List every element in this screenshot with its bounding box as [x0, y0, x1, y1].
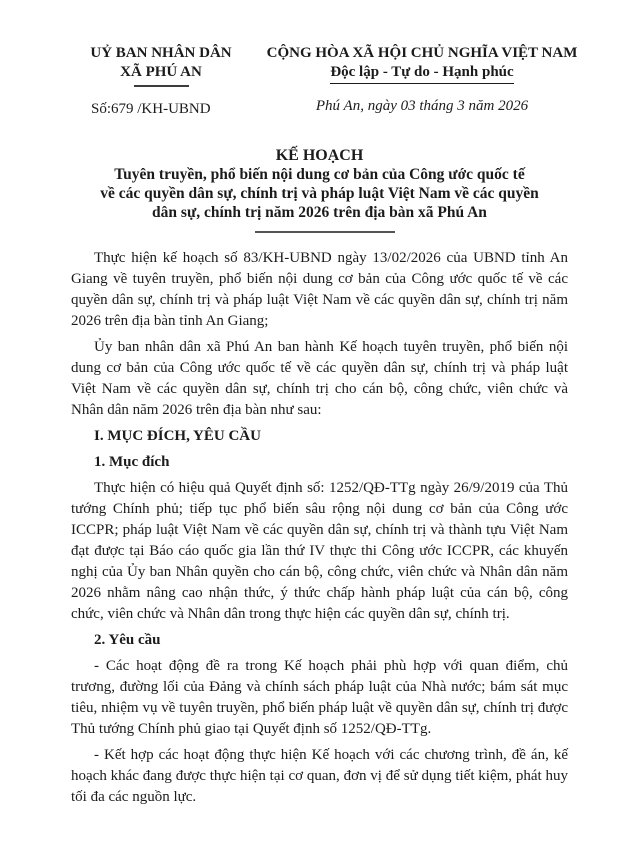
- document-content: [0, 146, 625, 808]
- paragraph-requirement-1: - Các hoạt động đề ra trong Kế hoạch phải phù hợp với quan điểm, chủ trương, đường lối của Đảng và chính sách pháp luật của Nhà nước; bám sát mục tiêu, nhiệm vụ về tuyên truyền, phổ biến pháp luật về quyền dân sự, chính trị được Thủ tướng Chính phủ giao tại Quyết định số 1252/QĐ-TTg.: [71, 658, 568, 737]
- paragraph-purpose: Thực hiện có hiệu quả Quyết định số: 1252/QĐ-TTg ngày 26/9/2019 của Thủ tướng Chính phủ; tiếp tục phổ biến sâu rộng nội dung cơ bản của Công ước ICCPR; pháp luật Việt Nam về các quyền dân sự, chính trị và thành tựu Việt Nam đạt được tại Báo cáo quốc gia lần thứ IV thực thi Công ước ICCPR, các khuyến nghị của Ủy ban Nhân quyền cho cán bộ, công chức, viên chức và Nhân dân năm 2026 nhằm nâng cao nhận thức, ý thức chấp hành pháp luật của cán bộ, công chức, viên chức và Nhân dân trong thực hiện các quyền dân sự, chính trị.: [71, 480, 568, 622]
- national-header-block: [266, 44, 578, 116]
- issuing-authority-block: [71, 44, 251, 119]
- document-header: [0, 0, 625, 120]
- national-motto-line2: Độc lập - Tự do - Hạnh phúc: [330, 63, 513, 84]
- paragraph-basis-1: Thực hiện kế hoạch số 83/KH-UBND ngày 13/02/2026 của UBND tỉnh An Giang về tuyên truyền, phổ biến nội dung cơ bản của Công ước quốc tế về các quyền dân sự, chính trị và pháp luật Việt Nam về các quyền dân sự, chính trị năm 2026 trên địa bàn tỉnh An Giang;: [71, 250, 568, 329]
- paragraph-basis-2: Ủy ban nhân dân xã Phú An ban hành Kế hoạch tuyên truyền, phổ biến nội dung cơ bản của Công ước quốc tế về các quyền dân sự, chính trị và pháp luật Việt Nam về các quyền dân sự, chính trị cho cán bộ, công chức, viên chức và Nhân dân năm 2026 trên địa bàn như sau:: [71, 339, 568, 418]
- document-title-line2: về các quyền dân sự, chính trị và pháp luật Việt Nam về các quyền: [100, 185, 539, 202]
- subsection-heading-1: 1. Mục đích: [94, 454, 170, 470]
- document-body: [71, 248, 568, 808]
- issuing-authority-line1: UỶ BAN NHÂN DÂN: [90, 45, 232, 61]
- document-title-line1: Tuyên truyền, phổ biến nội dung cơ bản của Công ước quốc tế: [114, 166, 525, 183]
- place-and-date-line: Phú An, ngày 03 tháng 3 năm 2026: [315, 98, 529, 114]
- document-title-line3: dân sự, chính trị năm 2026 trên địa bàn xã Phú An: [152, 204, 487, 221]
- document-type-title: KẾ HOẠCH: [275, 147, 364, 164]
- title-divider-rule: [255, 231, 395, 233]
- section-heading-1: I. MỤC ĐÍCH, YÊU CẦU: [94, 428, 261, 444]
- national-motto-line1: CỘNG HÒA XÃ HỘI CHỦ NGHĨA VIỆT NAM: [266, 45, 578, 61]
- document-number: Số:679 /KH-UBND: [91, 101, 211, 117]
- title-block: [71, 146, 568, 233]
- issuing-authority-line2: XÃ PHÚ AN: [120, 64, 202, 80]
- paragraph-requirement-2: - Kết hợp các hoạt động thực hiện Kế hoạch với các chương trình, đề án, kế hoạch khác đang được thực hiện tại cơ quan, đơn vị để sử dụng tiết kiệm, phát huy tối đa các nguồn lực.: [71, 747, 568, 805]
- issuing-authority-rule: [134, 85, 189, 87]
- subsection-heading-2: 2. Yêu cầu: [94, 632, 161, 648]
